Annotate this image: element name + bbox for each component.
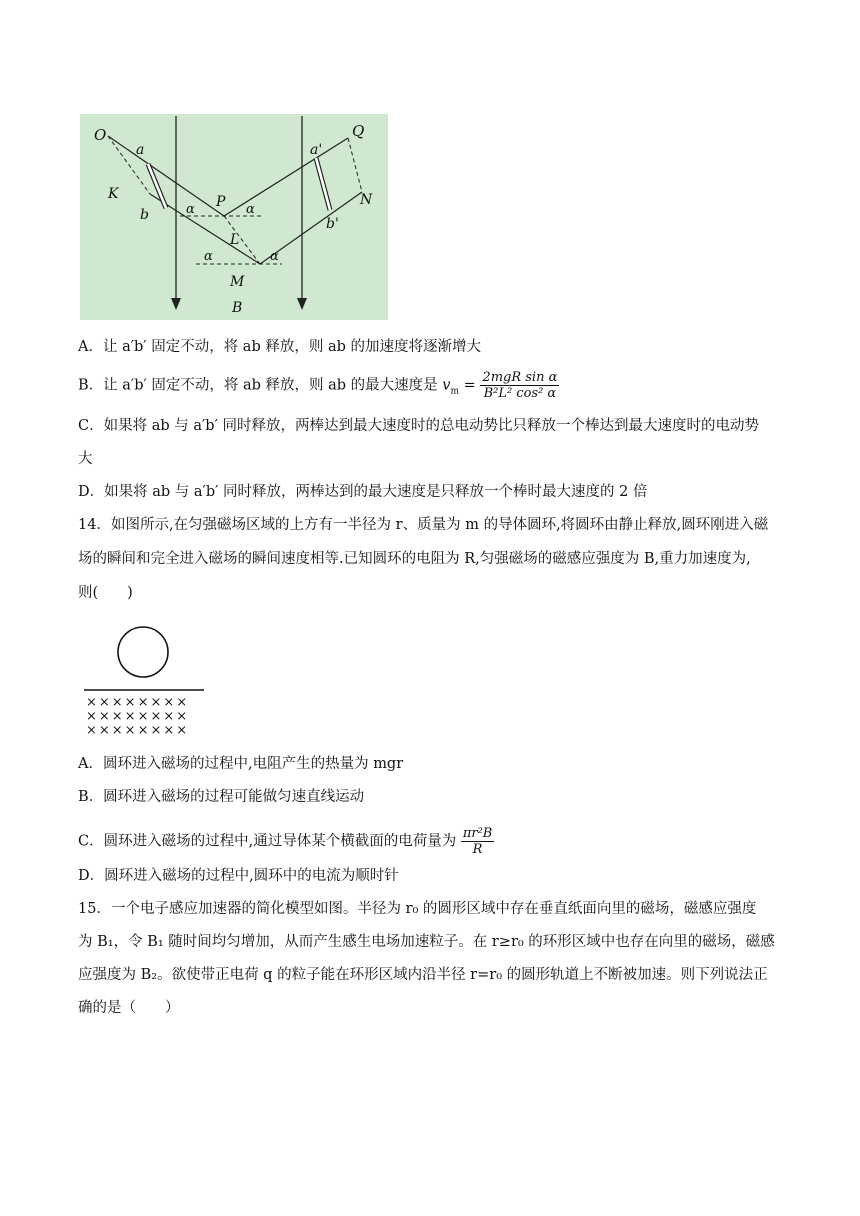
q14-option-c bbox=[78, 826, 494, 857]
label-O: O bbox=[94, 126, 107, 144]
rails-diagram-svg bbox=[80, 114, 388, 320]
q14-option-c-text: C．圆环进入磁场的过程中,通过导体某个横截面的电荷量为 bbox=[78, 833, 457, 850]
q15-stem-line3: 应强度为 B₂。欲使带正电荷 q 的粒子能在环形区域内沿半径 r=r₀ 的圆形轨道上不断被加速。则下列说法正 bbox=[78, 967, 768, 983]
q13-option-b-sub: m bbox=[450, 386, 460, 397]
q13-option-b-v: v bbox=[442, 377, 451, 394]
figure-rails-diagram bbox=[80, 114, 388, 320]
cross-row-2: ×××××××× bbox=[86, 709, 190, 724]
q13-option-c-line1: C．如果将 ab 与 a′b′ 同时释放，两棒达到最大速度时的总电动势比只释放一个棒达到最大速度时的电动势 bbox=[78, 418, 759, 434]
label-N: N bbox=[360, 192, 373, 208]
ring-field-svg bbox=[82, 624, 208, 740]
label-K: K bbox=[108, 186, 119, 202]
q15-stem-line1: 15．一个电子感应加速器的简化模型如图。半径为 r₀ 的圆形区域中存在垂直纸面向里的磁场，磁感应强度 bbox=[78, 901, 757, 917]
q13-option-b-fraction bbox=[480, 370, 559, 401]
label-alpha-left-M: α bbox=[204, 249, 213, 264]
q14-option-c-numerator: πr²B bbox=[462, 826, 493, 841]
label-alpha-left-P: α bbox=[186, 202, 195, 217]
q13-option-b-denominator: B²L² cos² α bbox=[483, 386, 557, 401]
label-L: L bbox=[230, 232, 240, 248]
label-b: b bbox=[140, 207, 149, 223]
cross-row-1: ×××××××× bbox=[86, 695, 190, 710]
q14-option-d: D．圆环进入磁场的过程中,圆环中的电流为顺时针 bbox=[78, 868, 399, 884]
q15-stem-line4: 确的是（ ） bbox=[78, 1000, 180, 1016]
cross-row-3: ×××××××× bbox=[86, 723, 190, 738]
figure-ring-field bbox=[82, 624, 208, 740]
q14-option-b: B．圆环进入磁场的过程可能做匀速直线运动 bbox=[78, 789, 365, 805]
q13-option-b bbox=[78, 370, 559, 401]
conducting-ring bbox=[118, 627, 168, 677]
q13-option-d: D．如果将 ab 与 a′b′ 同时释放，两棒达到的最大速度是只释放一个棒时最大速度的 2 倍 bbox=[78, 484, 648, 500]
q14-option-c-fraction bbox=[461, 826, 495, 857]
q13-option-b-text: B．让 a′b′ 固定不动，将 ab 释放，则 ab 的最大速度是 bbox=[78, 377, 438, 394]
label-alpha-right-P: α bbox=[246, 202, 255, 217]
q13-option-a: A．让 a′b′ 固定不动，将 ab 释放，则 ab 的加速度将逐渐增大 bbox=[78, 339, 481, 355]
label-alpha-right-M: α bbox=[270, 249, 279, 264]
label-B: B bbox=[232, 300, 243, 316]
label-M: M bbox=[230, 274, 245, 290]
label-a-prime: a' bbox=[310, 142, 323, 158]
label-a: a bbox=[136, 142, 145, 158]
q14-stem-line3: 则( ) bbox=[78, 585, 133, 601]
q14-stem-line1: 14．如图所示,在匀强磁场区域的上方有一半径为 r、质量为 m 的导体圆环,将圆环由静止释放,圆环刚进入磁 bbox=[78, 517, 769, 533]
q14-option-a: A．圆环进入磁场的过程中,电阻产生的热量为 mgr bbox=[78, 756, 404, 772]
q13-option-c-line2: 大 bbox=[78, 451, 93, 467]
q14-stem-line2: 场的瞬间和完全进入磁场的瞬间速度相等.已知圆环的电阻为 R,匀强磁场的磁感应强度为 B,重力加速度为, bbox=[78, 551, 751, 567]
label-P: P bbox=[216, 194, 226, 210]
label-Q: Q bbox=[352, 122, 365, 140]
q13-option-b-eq: = bbox=[463, 377, 476, 394]
label-b-prime: b' bbox=[326, 216, 339, 232]
q14-option-c-denominator: R bbox=[472, 842, 483, 857]
q15-stem-line2: 为 B₁，令 B₁ 随时间均匀增加，从而产生感生电场加速粒子。在 r≥r₀ 的环形区域中也存在向里的磁场，磁感 bbox=[78, 934, 775, 950]
q13-option-b-numerator: 2mgR sin α bbox=[482, 370, 558, 385]
